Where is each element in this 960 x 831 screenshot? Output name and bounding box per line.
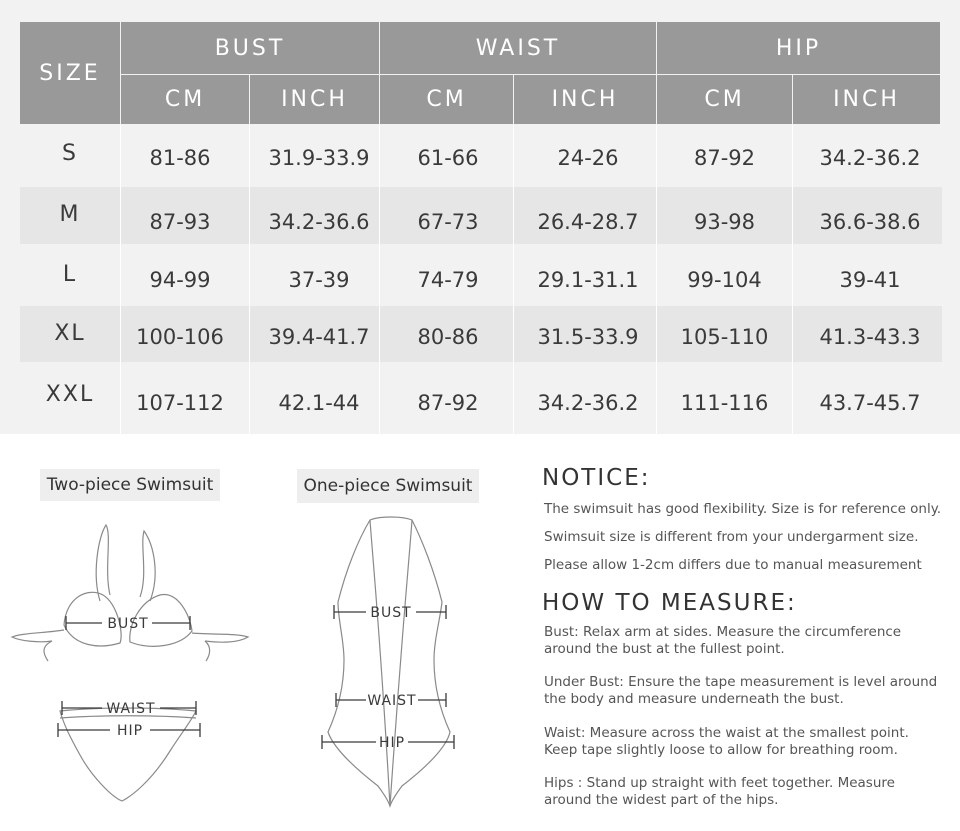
waist-cm-value: 67-73 [417,210,479,234]
waist-cm-header: CM [380,75,513,124]
waist-cm-value: 87-92 [417,391,479,415]
hip-cm-value: 105-110 [680,325,769,349]
waist-cm-value: 74-79 [417,268,479,292]
hip-cm-value: 93-98 [693,210,756,234]
size-header: SIZE [20,22,120,124]
hip-header: HIP [657,22,940,74]
bust-inch-header: INCH [250,75,379,124]
bust-cm-value: 81-86 [149,146,211,170]
waist-cm-value: 61-66 [417,146,479,170]
notice-line: Swimsuit size is different from your undergarment size. [544,529,919,545]
measure-instruction-bust: Bust: Relax arm at sides. Measure the circumference around the bust at the fullest point. [544,624,902,657]
waist-inch-value: 31.5-33.9 [537,325,639,349]
hip-inch-header: INCH [793,75,940,124]
hip-inch-value: 34.2-36.2 [819,146,921,170]
hip-cm-value: 87-92 [693,146,756,170]
waist-cm-value: 80-86 [417,325,479,349]
hip-cm-header: CM [657,75,792,124]
one-piece-title: One-piece Swimsuit [297,469,479,503]
measure-instruction-waist: Waist: Measure across the waist at the smallest point. Keep tape slightly loose to allow for breathing room. [544,725,909,758]
size-label: L [62,262,78,287]
hip-cm-value: 111-116 [680,391,769,415]
one-piece-bust-label: BUST [370,605,412,621]
hip-cm-value: 99-104 [687,268,762,292]
two-piece-hip-label: HIP [116,723,144,739]
two-piece-waist-label: WAIST [106,701,156,717]
measure-instruction-hips: Hips : Stand up straight with feet together. Measure around the widest part of the hips. [544,775,895,808]
notice-line: Please allow 1-2cm differs due to manual measurement [544,557,922,573]
hip-inch-value: 39-41 [839,268,901,292]
bust-cm-header: CM [121,75,249,124]
hip-inch-value: 36.6-38.6 [819,210,921,234]
bust-inch-value: 42.1-44 [278,391,360,415]
bust-cm-value: 87-93 [149,210,211,234]
two-piece-title: Two-piece Swimsuit [40,469,220,501]
measure-instruction-under-bust: Under Bust: Ensure the tape measurement is level around the body and measure underneath the bust. [544,674,938,707]
size-label: M [59,202,81,227]
bust-inch-value: 34.2-36.6 [268,210,370,234]
bust-cm-value: 94-99 [149,268,211,292]
bust-inch-value: 37-39 [288,268,350,292]
waist-inch-value: 29.1-31.1 [537,268,639,292]
size-label: XL [54,321,86,346]
waist-inch-value: 26.4-28.7 [537,210,639,234]
bust-inch-value: 31.9-33.9 [268,146,370,170]
hip-inch-value: 41.3-43.3 [819,325,921,349]
hip-inch-value: 43.7-45.7 [819,391,921,415]
waist-inch-value: 34.2-36.2 [537,391,639,415]
notice-title: NOTICE: [542,465,651,491]
one-piece-waist-label: WAIST [367,693,417,709]
bust-inch-value: 39.4-41.7 [268,325,370,349]
how-to-measure-title: HOW TO MEASURE: [542,590,797,616]
waist-header: WAIST [380,22,656,74]
bust-cm-value: 100-106 [136,325,224,349]
one-piece-swimsuit-illustration [310,510,470,810]
one-piece-hip-label: HIP [378,735,406,751]
waist-inch-header: INCH [514,75,656,124]
bust-cm-value: 107-112 [136,391,224,415]
notice-line: The swimsuit has good flexibility. Size is for reference only. [544,501,942,517]
two-piece-bust-label: BUST [107,616,149,632]
size-label: S [62,141,78,166]
waist-inch-value: 24-26 [557,146,619,170]
bust-header: BUST [121,22,379,74]
size-label: XXL [45,382,95,407]
two-piece-swimsuit-illustration [0,515,260,815]
